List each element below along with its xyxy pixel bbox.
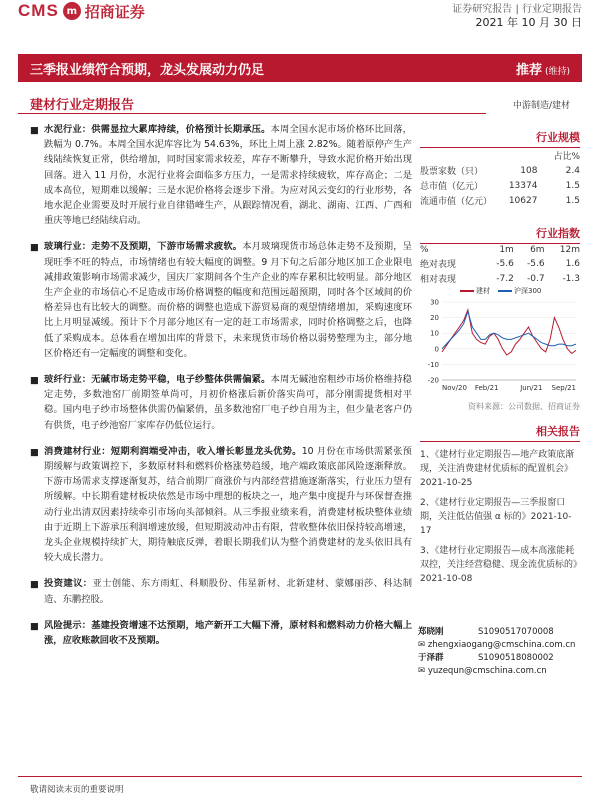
rating <box>516 59 570 78</box>
authors <box>418 626 580 678</box>
series-line-csi300 <box>442 311 576 348</box>
author-email: ✉ zhengxiaogang@cmschina.com.cn <box>418 640 576 650</box>
sidebar <box>420 122 580 592</box>
x-tick-label: Nov/20 <box>442 384 467 392</box>
related-report-item: 1、《建材行业定期报告—地产政策底渐现，关注消费建材优质标的配置机会》2021-10-25 <box>420 450 575 488</box>
industry-scale-title: 行业规模 <box>420 126 580 148</box>
y-tick-label: 10 <box>430 329 439 338</box>
company-logo <box>18 0 145 22</box>
report-title: 三季报业绩符合预期，龙头发展动力仍足 <box>30 62 265 78</box>
report-date: 2021 年 10 月 30 日 <box>475 16 582 29</box>
table-row: 股票家数（只） 108 2.4 <box>420 165 580 177</box>
related-report-item: 2、《建材行业定期报告—三季报窗口期，关注低估值强 α 标的》2021-10-17 <box>420 498 572 536</box>
y-tick-label: 20 <box>430 314 439 323</box>
series-line-building-materials <box>442 310 576 355</box>
y-tick-label: -10 <box>427 360 439 369</box>
main-content <box>30 122 412 659</box>
industry-category: 中游制造/建材 <box>512 101 570 111</box>
chart-legend <box>460 286 580 296</box>
industry-index-table: % 1m 6m 12m 绝对表现 -5.6 -5.6 1.6 相对表现 -7.2 -0.7 -1.3 <box>420 245 580 285</box>
paragraph-fiberglass: ■ 玻纤行业：无碱市场走势平稳，电子纱整体供需偏紧。本周无碱池窑粗纱市场价格维持稳定走势，多数池窑厂前期签单尚可，月初价格涨后新价落实尚可，部分刚需提货相对平稳。国内电子纱市场整体供需仍偏紧俏，虽多数池窑厂电子纱自用为主，但少量老客户仍有供货，电子纱池窑厂家库存仍低位运行。 <box>30 374 412 431</box>
author-row: 于泽群 S1090518080002 <box>418 653 554 663</box>
report-type: 证券研究报告 | 行业定期报告 <box>452 4 582 15</box>
related-reports-title: 相关报告 <box>420 420 580 442</box>
paragraph-consumer-building-materials: ■ 消费建材行业：短期利润端受冲击，收入增长彰显龙头优势。10 月份在市场供需紧张预期缓解与政策调控下，多数原材料和燃料价格涨势趋缓，地产端政策底部风险逐渐释放。下游市场需求支撑逐渐复苏，结合前期厂商涨价与内部经营措施逐渐落实，行业压力望有所缓解。中长期看建材板块依然是市场中理想的板块之一，地产集中度提升与环保督查推动行业出清双因素持续牵引市场向头部倾斜。从三季报业绩来看，消费建材板块整体业绩由于近期上下游承压利润增速放缓，但短期波动冲击有限，营收整体依旧保持较高增速，龙头企业规模持续扩大，期待触底反弹，着眼长期我们认为整个消费建材的龙头依旧具有较大成长潜力。 <box>30 445 412 564</box>
table-row: 相对表现 -7.2 -0.7 -1.3 <box>420 273 580 285</box>
logo-en: CMS <box>18 1 59 20</box>
rating-note: (维持) <box>544 66 570 77</box>
footer-note: 敬请阅读末页的重要说明 <box>18 776 582 795</box>
industry-index-title: 行业指数 <box>420 222 580 244</box>
chart-source: 资料来源：公司数据、招商证券 <box>468 402 580 411</box>
subtitle-divider <box>18 113 486 114</box>
industry-index-chart <box>420 296 580 396</box>
table-row: 总市值（亿元） 13374 1.5 <box>420 180 580 192</box>
table-row: 绝对表现 -5.6 -5.6 1.6 <box>420 258 580 270</box>
x-tick-label: Jun/21 <box>520 384 543 392</box>
industry-scale-table: 占比% 股票家数（只） 108 2.4 总市值（亿元） 13374 1.5 流通市值（亿元） 10627 1.5 <box>420 152 580 207</box>
report-subtitle: 建材行业定期报告 <box>30 98 135 113</box>
author-email: ✉ yuzequn@cmschina.com.cn <box>418 666 547 676</box>
related-reports-list <box>420 448 580 586</box>
author-row: 郑晓刚 S1090517070008 <box>418 627 554 637</box>
legend-item-csi300: 沪深300 <box>498 286 541 296</box>
rating-label: 推荐 <box>515 62 542 78</box>
logo-badge: m <box>63 2 81 20</box>
legend-item-building-materials: 建材 <box>460 286 490 296</box>
paragraph-risk-warning: ■ 风险提示：基建投资增速不达预期，地产新开工大幅下滑，原材料和燃料动力价格大幅上涨，应收账款回收不及预期。 <box>30 619 412 647</box>
paragraph-glass: ■ 玻璃行业：走势不及预期，下游市场需求疲软。本月玻璃现货市场总体走势不及预期，呈现旺季不旺的特点，市场情绪也有较大幅度的调整。9 月下旬之后部分地区加工企业限电减排政策影响市场需求减少，国庆厂家期间各个生产企业的库存累积比较明显。部分地区生产企业的市场信心不足造成市场价格调整的幅度和范围远超预期，同时各个区域间的价格差异也有比较大的调整。而价格的调整也造成下游贸易商的观望情绪增加，采购速度环比上月明显减缓。预计下个月部分地区有一定的赶工市场需求，同时价格调整之后，也降低了采购成本。总体看在增加出库的背景下，未来现货市场价格以弱势整理为主，部分地区价格还有一定幅度的调整和变化。 <box>30 241 412 359</box>
title-banner <box>18 54 582 82</box>
y-tick-label: 0 <box>434 345 439 354</box>
paragraph-investment-advice: ■ 投资建议：亚士创能、东方雨虹、科顺股份、伟星新材、北新建材、蒙娜丽莎、科达制造、东鹏控股。 <box>30 578 412 605</box>
y-tick-label: 30 <box>430 298 439 307</box>
paragraph-cement: ■ 水泥行业：供需显拉大累库持续，价格预计长期承压。本周全国水泥市场价格环比回落，跌幅为 0.7%。本周全国水泥库容比为 54.63%，环比上周上涨 2.82%。随着原停产生产线陆续恢复正常，供给增加，同时国家需求较差，库存不断攀升，导致水泥价格开始出现回落。进入 11 月份，水泥行业将会面临多方压力，一是需求持续疲软，库存高企；二是成本高位，短期难以缓解；三是水泥价格将会逐步下滑。为应对风云变幻的行业形势，各地水泥企业需要及时开展行业自律错峰生产，从跟踪情况看，湖北、湖南、江西、广西和重庆等地已经陆续启动。 <box>30 124 412 227</box>
y-tick-label: -20 <box>427 376 439 385</box>
x-tick-label: Feb/21 <box>474 384 499 392</box>
related-report-item: 3、《建材行业定期报告—成本高涨能耗双控，关注经营稳健、现金流优质标的》2021-10-08 <box>420 546 578 584</box>
table-row: 流通市值（亿元） 10627 1.5 <box>420 195 580 207</box>
x-tick-label: Sep/21 <box>551 384 576 392</box>
logo-cn: 招商证券 <box>84 2 145 21</box>
